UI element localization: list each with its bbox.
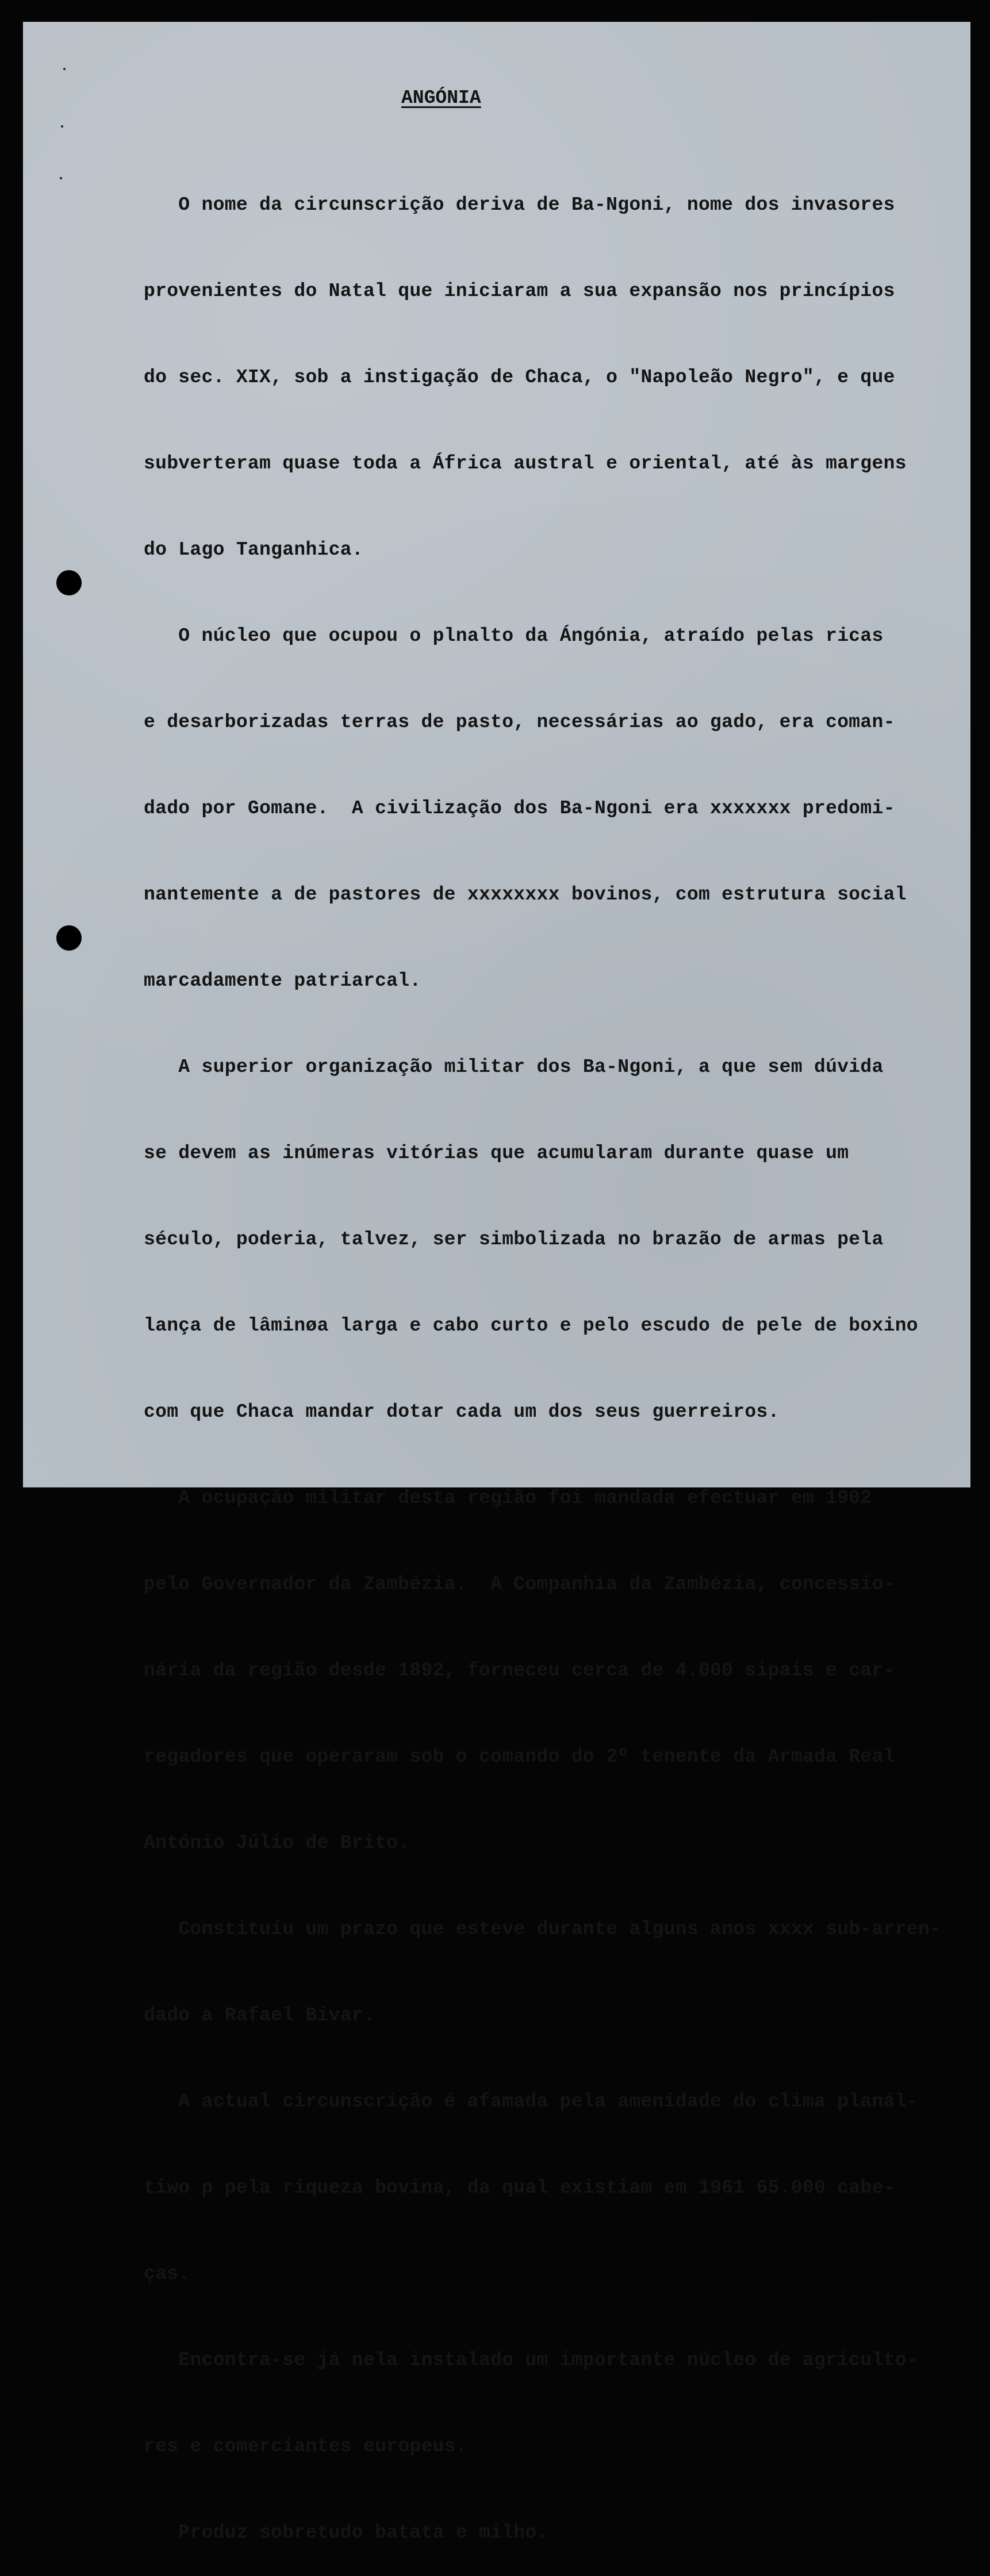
text-line: marcadamente patriarcal. <box>144 970 421 991</box>
text-line: pelo Governador da Zambézia. A Companhia da Zambézia, concessio- <box>144 1574 895 1595</box>
text-line: do Lago Tanganhica. <box>144 539 363 560</box>
text-line: provenientes do Natal que iniciaram a sua expansão nos princípios <box>144 280 895 302</box>
paper-speck <box>63 68 66 70</box>
text-line: res e comerciantes europeus. <box>144 2436 467 2457</box>
page-title: ANGÓNIA <box>401 87 481 109</box>
text-line: com que Chaca mandar dotar cada um dos seus guerreiros. <box>144 1401 780 1422</box>
text-line: século, poderia, talvez, ser simbolizada no brazão de armas pela <box>144 1229 884 1250</box>
text-line: nária da região desde 1892, forneceu cerca de 4.000 sipais e car- <box>144 1660 895 1681</box>
text-line: A ocupação militar desta região foi mandada efectuar em 1902 <box>144 1487 872 1509</box>
text-line: A actual circunscrição é afamada pela amenidade do clima planál- <box>144 2091 918 2112</box>
text-line: tiwo p pela riqueza bovina, da qual existiam em 1961 65.000 cabe- <box>144 2177 895 2198</box>
text-line: O núcleo que ocupou o plnalto da Ángónia, atraído pelas ricas <box>144 625 884 647</box>
text-line: dado por Gomane. A civilização dos Ba-Ngoni era xxxxxxx predomi- <box>144 798 895 819</box>
text-line: se devem as inúmeras vitórias que acumularam durante quase um <box>144 1143 849 1164</box>
text-line: regadores que operaram sob o comando do 2º tenente da Armada Real <box>144 1746 895 1767</box>
text-line: O nome da circunscrição deriva de Ba-Ngoni, nome dos invasores <box>144 194 895 216</box>
paper-speck <box>60 177 62 179</box>
text-line: lança de lâminøa larga e cabo curto e pelo escudo de pele de boxino <box>144 1315 918 1336</box>
punch-hole <box>56 570 82 595</box>
text-line: António Júlio de Brito. <box>144 1832 410 1854</box>
punch-hole <box>56 925 82 951</box>
text-line: dado a Rafael Bivar. <box>144 2005 375 2026</box>
text-line: subverteram quase toda a África austral e oriental, até às margens <box>144 453 907 474</box>
text-line: Constituíu um prazo que esteve durante alguns anos xxxx sub-arren- <box>144 1918 942 1940</box>
text-line: ças. <box>144 2263 190 2285</box>
text-line: nantemente a de pastores de xxxxxxxx bovinos, com estrutura social <box>144 884 907 905</box>
document-body <box>144 133 941 2576</box>
text-line: Encontra-se já nela instalado um importante núcleo de agricultо- <box>144 2350 918 2371</box>
text-line: Produz sobretudo batata e milho. <box>144 2522 548 2543</box>
text-line: do sec. XIX, sob a instigação de Chaca, o "Napoleão Negro", e que <box>144 367 895 388</box>
paper-speck <box>61 125 63 128</box>
text-line: A superior organização militar dos Ba-Ngoni, a que sem dúvida <box>144 1056 884 1078</box>
text-line: e desarborizadas terras de pasto, necessárias ao gado, era coman- <box>144 712 895 733</box>
